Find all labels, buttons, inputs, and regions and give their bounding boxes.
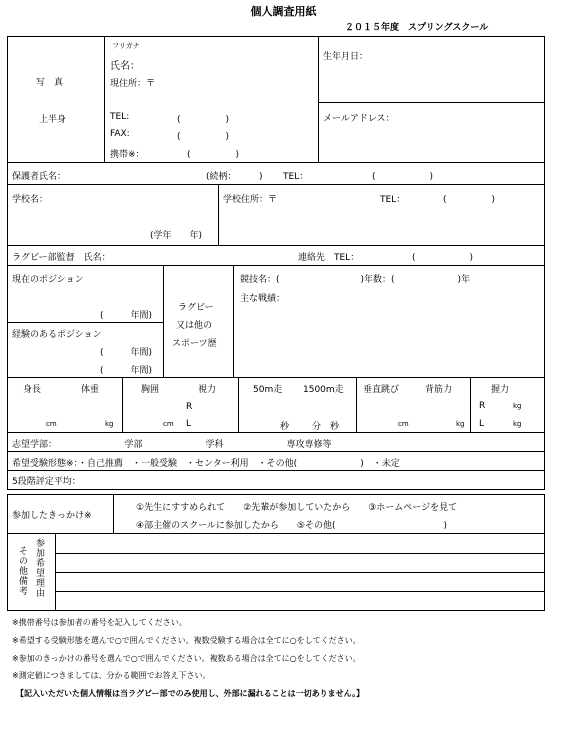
unit-height: cm	[46, 420, 57, 428]
reason-label: 参加希望理由	[34, 538, 44, 598]
remarks-lines[interactable]	[56, 535, 544, 610]
header-50m: 50m走	[253, 385, 283, 395]
school-tel-label: TEL：	[380, 195, 406, 205]
note-mobile: ※携帯番号は参加者の番号を記入してください。	[12, 618, 187, 627]
school-name-field[interactable]: 学校名：	[12, 195, 49, 205]
name-field[interactable]: 氏名：	[110, 61, 140, 72]
trigger-options-row-2[interactable]: ④部主催のスクールに参加したから ⑤その他( )	[136, 521, 447, 531]
rugby-history-label-3: スポーツ歴	[172, 339, 217, 349]
header-vertical-jump: 垂直跳び	[363, 385, 400, 395]
school-tel-field[interactable]: ( )	[443, 195, 496, 205]
coach-name-field[interactable]: ラグビー部監督 氏名：	[12, 253, 111, 263]
mobile-label: 携帯※：	[110, 150, 145, 160]
furigana-label: フリガナ	[112, 42, 140, 50]
fax-field[interactable]: ( )	[177, 132, 230, 142]
guardian-name-field[interactable]: 保護者氏名：	[12, 172, 67, 182]
header-back-strength: 背筋力	[425, 385, 453, 395]
guardian-relation-field[interactable]: (続柄： )	[206, 172, 263, 182]
header-eyesight: 視力	[198, 385, 217, 395]
grip-right: R	[479, 401, 486, 411]
eyesight-left: L	[186, 419, 192, 429]
current-position-field[interactable]: 現在のポジション	[12, 275, 84, 285]
page-subtitle: ２０１５年度 スプリングスクール	[345, 23, 489, 33]
header-height: 身長	[23, 385, 42, 395]
email-field[interactable]: メールアドレス：	[323, 114, 395, 124]
photo-label: 写 真	[36, 78, 64, 88]
mobile-field[interactable]: ( )	[187, 150, 240, 160]
header-chest: 胸囲	[141, 385, 160, 395]
header-grip: 握力	[491, 385, 510, 395]
note-trigger: ※参加のきっかけの番号を選んで○で囲んでください。複数ある場合は全てに○をしてください。	[12, 654, 361, 663]
header-weight: 体重	[81, 385, 100, 395]
sport-name-field[interactable]: 競技名：( )年数：( )年	[240, 275, 471, 285]
rugby-history-label-1: ラグビー	[178, 303, 214, 313]
page-title: 個人調査用紙	[250, 5, 317, 18]
grade-average-field[interactable]: 5段階評定平均：	[12, 477, 81, 487]
birthdate-field[interactable]: 生年月日：	[323, 52, 369, 62]
experienced-years-1[interactable]: ( 年間)	[100, 348, 153, 358]
school-address-field[interactable]: 学校住所：〒	[223, 195, 278, 205]
unit-vertical-jump: cm	[398, 420, 409, 428]
exam-type-field[interactable]: 希望受験形態※：・自己推薦 ・一般受験 ・センター利用 ・その他( ) ・未定	[12, 459, 400, 469]
school-grade-field[interactable]: (学年 年)	[150, 231, 203, 241]
tel-label: TEL:	[110, 112, 130, 122]
header-1500m: 1500m走	[303, 385, 344, 395]
current-position-years[interactable]: ( 年間)	[100, 311, 153, 321]
trigger-options-row-1[interactable]: ①先生にすすめられて ②先輩が参加していたから ③ホームページを見て	[136, 503, 458, 513]
desired-department-field[interactable]: 志望学部： 学部 学科 専攻専修等	[12, 440, 332, 450]
contact-tel-field[interactable]: ( )	[412, 253, 474, 263]
unit-grip-left: kg	[513, 420, 522, 428]
unit-50m: 秒	[280, 422, 290, 432]
address-field[interactable]: 現住所：〒	[110, 79, 156, 89]
note-measurements: ※測定値につきましては、分かる範囲でお答え下さい。	[12, 671, 211, 680]
privacy-notice: 【記入いただいた個人情報は当ラグビー部でのみ使用し、外部に漏れることは一切ありません。】	[16, 689, 365, 698]
tel-field[interactable]: ( )	[177, 115, 230, 125]
contact-tel-label: 連絡先 TEL：	[298, 253, 360, 263]
other-remarks-label: その他備考	[17, 546, 27, 596]
eyesight-right: R	[186, 402, 193, 412]
photo-upper-body-label: 上半身	[39, 115, 67, 125]
unit-back-strength: kg	[456, 420, 465, 428]
unit-chest: cm	[163, 420, 174, 428]
guardian-tel-label: TEL：	[283, 172, 309, 182]
main-results-field[interactable]: 主な戦績：	[240, 294, 286, 304]
experienced-position-field[interactable]: 経験のあるポジション	[12, 330, 102, 340]
trigger-label: 参加したきっかけ※	[12, 511, 92, 521]
rugby-history-label-2: 又は他の	[176, 321, 213, 331]
unit-1500m: 分 秒	[312, 422, 340, 432]
unit-grip-right: kg	[513, 402, 522, 410]
experienced-years-2[interactable]: ( 年間)	[100, 366, 153, 376]
fax-label: FAX:	[110, 129, 130, 139]
guardian-tel-field[interactable]: ( )	[372, 172, 434, 182]
unit-weight: kg	[105, 420, 114, 428]
note-exam-type: ※希望する受験形態を選んで○で囲んでください。複数受験する場合は全てに○をしてください。	[12, 636, 361, 645]
grip-left: L	[479, 419, 485, 429]
